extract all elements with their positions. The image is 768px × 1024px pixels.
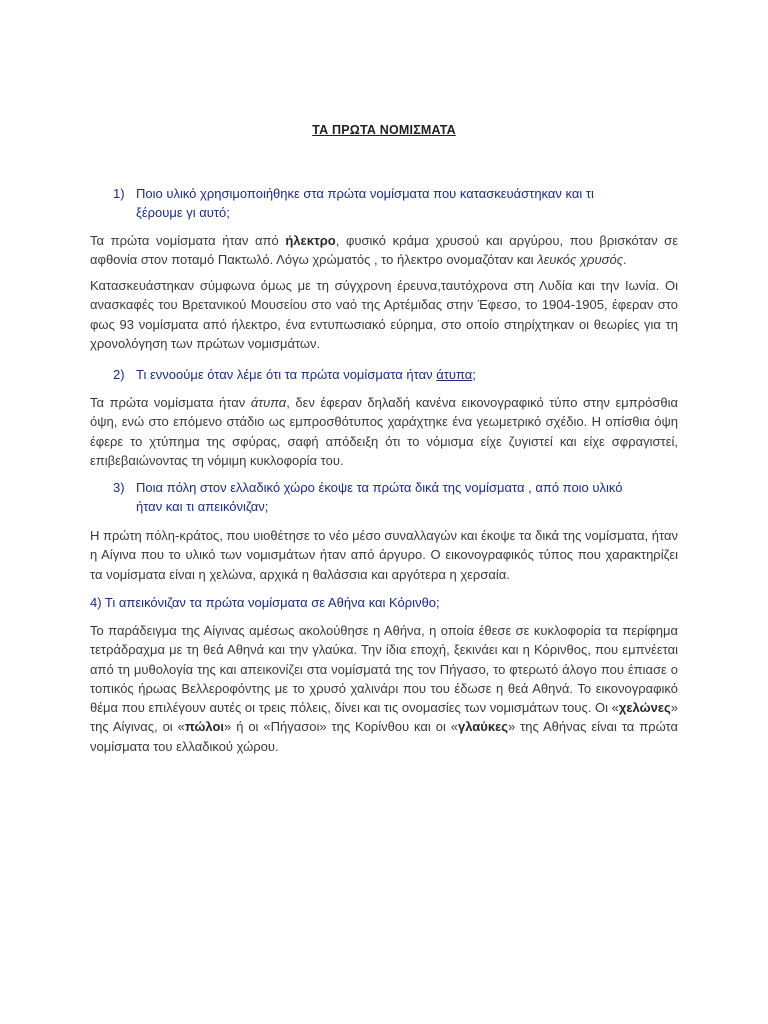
question-text-line: Ποιο υλικό χρησιμοποιήθηκε στα πρώτα νομίσματα που κατασκευάστηκαν και τι — [136, 186, 594, 201]
text-run: . — [623, 252, 627, 268]
question-1 — [113, 184, 673, 222]
answer-paragraph-1 — [90, 231, 678, 270]
question-text-line: Ποια πόλη στον ελλαδικό χώρο έκοψε τα πρώτα δικά της νομίσματα , από ποιο υλικό — [136, 480, 623, 495]
text-run: , δεν έφεραν δηλαδή κανένα εικονογραφικό τύπο στην εμπρόσθια όψη, ενώ στο επόμενο στάδιο ως εμπροσθότυπος χαράχτηκε ένα γεωμετρικό σχέδιο. Η οπίσθια όψη έφερε το χτύπημα της σφύρας, σαφή απόδειξη ότι το νόμισμα είχε ζυγιστεί και είχε σφραγιστεί, επιβεβαιώνοντας τη νόμιμη κυκλοφορία του. — [90, 395, 679, 468]
highlighted-term: πώλοι — [184, 719, 225, 735]
highlighted-term: ήλεκτρο — [285, 233, 336, 248]
italic-term: λευκός χρυσός — [537, 252, 624, 268]
underlined-term: άτυπα — [436, 367, 473, 382]
question-number: 2) — [113, 367, 125, 382]
question-4 — [90, 593, 680, 612]
text-run: Τι εννοούμε όταν λέμε ότι τα πρώτα νομίσματα ήταν — [136, 367, 437, 382]
question-number: 3) — [113, 480, 125, 495]
question-2 — [113, 365, 673, 384]
question-text-line: 4) Τι απεικόνιζαν τα πρώτα νομίσματα σε Αθήνα και Κόρινθο; — [90, 595, 440, 610]
italic-term: άτυπα — [250, 395, 287, 410]
text-run: » ή οι «Πήγασοι» της Κορίνθου και οι « — [224, 719, 458, 735]
text-run: » της Αθήνας είναι τα πρώτα νομίσματα του ελλαδικού χώρου. — [90, 719, 678, 754]
answer-paragraph-4: Η πρώτη πόλη-κράτος, που υιοθέτησε το νέο μέσο συναλλαγών και έκοψε τα δικά της νομίσματα, ήταν η Αίγινα που το υλικό των νομισμάτων ήταν από άργυρο. Ο εικονογραφικός τύπος που χαρακτηρίζει τα νομίσματα είναι η χελώνα, αρχικά η θαλάσσια και αργότερα η χερσαία. — [90, 528, 678, 582]
highlighted-term: χελώνες — [618, 700, 671, 716]
answer-paragraph-5 — [90, 621, 678, 756]
question-text-line: ξέρουμε γι αυτό; — [136, 205, 230, 220]
text-run: Το παράδειγμα της Αίγινας αμέσως ακολούθησε η Αθήνα, η οποία έθεσε σε κυκλοφορία τα περίφημα τετράδραχμα με τη θεά Αθηνά και την γλαύκα. Την ίδια εποχή, ξεκινάει και η Κόρινθος, που εμπνέεται από τη μυθολογία της και απεικονίζει στα νομίσματά της τον Πήγασο, το φτερωτό άλογο που έπιασε ο τοπικός ήρωας Βελλεροφόντης με το χρυσό χαλινάρι που του έδωσε η θεά Αθηνά. Το εικονογραφικό θέμα που επιλέγουν αυτές οι τρεις πόλεις, δίνει και τις ονομασίες των νομισμάτων τους. Οι « — [90, 623, 678, 716]
question-number: 1) — [113, 186, 125, 201]
question-3 — [113, 478, 673, 516]
text-run: Τα πρώτα νομίσματα ήταν — [90, 395, 251, 410]
answer-paragraph-2: Κατασκευάστηκαν σύμφωνα όμως με τη σύγχρονη έρευνα,ταυτόχρονα στη Λυδία και την Ιωνία. Οι ανασκαφές του Βρετανικού Μουσείου στο ναό της Αρτέμιδας στην Έφεσο, το 1904-1905, έφεραν στο φως 93 νομίσματα από ήλεκτρο, ένα εντυπωσιακό εύρημα, στο οποίο στηρίχτηκαν οι θεωρίες για τη χρονολόγηση των πρώτων νομισμάτων. — [90, 278, 678, 351]
text-run: Τα πρώτα νομίσματα ήταν από — [90, 233, 286, 248]
text-run: , φυσικό κράμα χρυσού και αργύρου, που βρισκόταν σε αφθονία στον ποταμό Πακτωλό. Λόγω χρώματός , το ήλεκτρο ονομαζόταν και — [90, 233, 678, 268]
question-text-line: ήταν και τι απεικόνιζαν; — [136, 499, 269, 514]
question-text-line — [113, 365, 673, 384]
text-run: ; — [472, 367, 476, 382]
highlighted-term: γλαύκες — [457, 719, 509, 735]
text-run: » της Αίγινας, οι « — [90, 700, 678, 735]
document-title: ΤΑ ΠΡΩΤΑ ΝΟΜΙΣΜΑΤΑ — [312, 123, 456, 137]
answer-paragraph-3 — [90, 393, 678, 470]
